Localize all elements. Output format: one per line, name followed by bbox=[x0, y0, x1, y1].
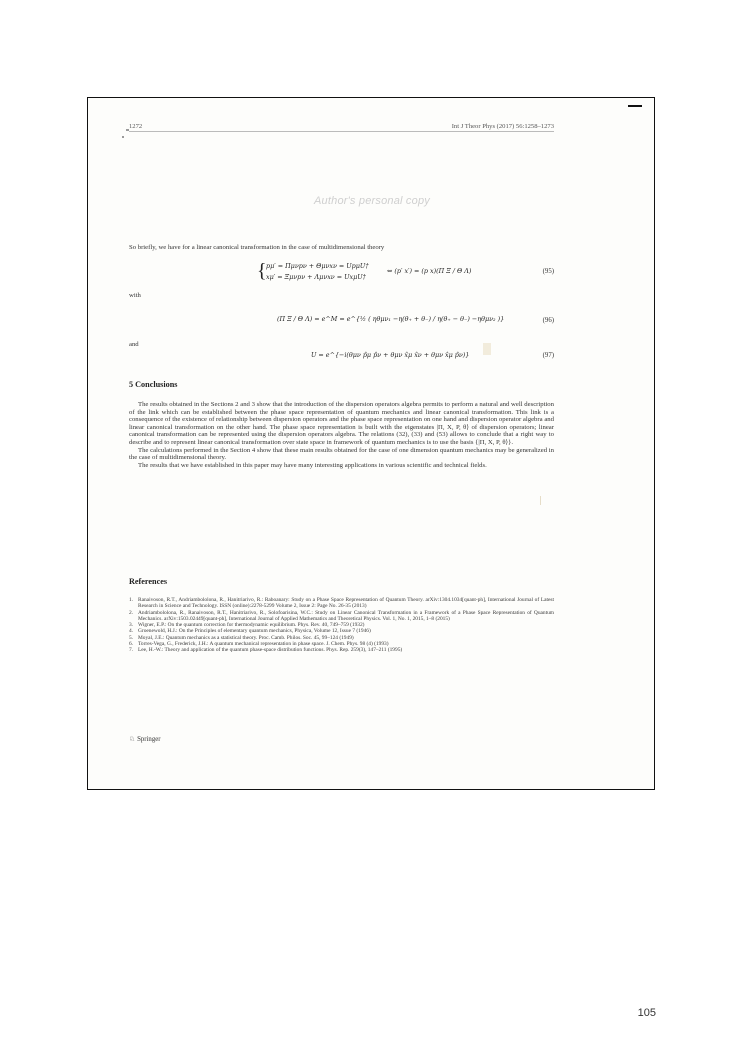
reference-number: 5. bbox=[129, 634, 134, 641]
eq95-rhs: ⇔ (p′ x′) = (p x)(Π Ξ / Θ Λ) bbox=[387, 267, 472, 275]
page-number: 105 bbox=[637, 1007, 656, 1019]
eq96-number: (96) bbox=[542, 317, 554, 324]
references-list bbox=[129, 597, 554, 654]
reference-text: Moyal, J.E.: Quantum mechanics as a statistical theory. Proc. Camb. Philos. Soc. 45, 99–124 (1949) bbox=[138, 634, 354, 641]
intro-text: So briefly, we have for a linear canonical transformation in the case of multidimensional theory bbox=[129, 244, 385, 251]
conclusions-paragraph-2: The calculations performed in the Section 4 show that these main results obtained for the case of one dimension quantum mechanics may be generalized in the case of multidimensional theory. bbox=[129, 446, 554, 462]
running-head bbox=[129, 123, 554, 132]
scan-speck bbox=[122, 136, 124, 138]
reference-number: 2. bbox=[129, 609, 134, 616]
reference-number: 3. bbox=[129, 622, 134, 629]
reference-text: Andriambololona, R., Ranaivoson, R.T., Hanitriarivo, R., Solofoarisina, W.C.: Study on Linear Canonical Transformation in a Framework of a Phase Space Representation of Quantum Mechanics. arXiv:1503.02449[quant-ph], International Journal of Applied Mathematics and Theoretical Physics. Vol. 1, No. 1, 2015, 1–8 (2015) bbox=[138, 609, 554, 622]
equation-brace: { bbox=[257, 260, 267, 282]
springer-horse-icon: ♘ bbox=[129, 736, 136, 743]
reference-text: Groenewold, H.J.: On the Principles of elementary quantum mechanics, Physica, Volume 12, Issue 7 (1946) bbox=[138, 628, 371, 635]
running-head-page: 1272 bbox=[129, 123, 143, 130]
conclusions-paragraph-3: The results that we have established in this paper may have many interesting applications in various scientific and technical fields. bbox=[138, 461, 487, 469]
scan-dash-mark bbox=[628, 105, 642, 107]
reference-text: Torres-Vega, G., Frederick, J.H.: A quantum mechanical representation in phase space. J. Chem. Phys. 98 (4) (1993) bbox=[138, 641, 389, 648]
eq97-number: (97) bbox=[542, 352, 554, 359]
reference-text: Wigner, E.P.: On the quantum correction for thermodynamic equilibrium. Phys. Rev. 40, 749–759 (1932) bbox=[138, 622, 365, 629]
publisher-name: Springer bbox=[137, 735, 161, 743]
publisher-mark bbox=[129, 735, 161, 743]
eq97-text: U = e^{−i(θμν p̂μ p̂ν + θμν x̂μ x̂ν + θμν x̂μ p̂ν)} bbox=[311, 351, 470, 359]
equation-97 bbox=[129, 348, 554, 364]
and-label: and bbox=[129, 341, 139, 348]
references-heading: References bbox=[129, 577, 168, 586]
scan-speck bbox=[540, 496, 541, 505]
eq95-line2: xμ′ = Ξμνpν + Λμνxν = UxμU† bbox=[266, 273, 366, 281]
conclusions-heading: 5 Conclusions bbox=[129, 380, 178, 389]
conclusions-paragraph-1: The results obtained in the Sections 2 and 3 show that the introduction of the dispersion operators algebra permits to perform a natural and well description of the link which can be established between the phase space representation of quantum mechanics and linear canonical transformation. This link is a consequence of the existence of relationship between dispersion operators and the phase space representation on one hand and dispersion operator algebra and linear canonical transformation on the other hand. The phase space representation is built with the eigenstates |Π, X, P, θ⟩ of dispersion operators; linear canonical transformation can be represented using the dispersion operators algebra. The relations (32), (33) and (53) allows to conclude that a right way to describe and to represent linear canonical transformation over state space in framework of quantum mechanics is to use the basis {|Π, X, P, θ⟩}. bbox=[129, 401, 554, 446]
eq95-line1: pμ′ = Πμνpν + Θμνxν = UpμU† bbox=[266, 262, 369, 270]
eq95-number: (95) bbox=[542, 268, 554, 275]
reference-text: Ranaivoson, R.T., Andriambololona, R., Hanitriarivo, R.: Raboanary: Study on a Phase Space Representation of Quantum Theory. arXiv:1304.1034[quant-ph], International Journal of Latest Research in Science and Technology. ISSN (online):2278-5299 Volume 2, Issue 2: Page No. 26-35 (2013) bbox=[138, 597, 554, 610]
reference-number: 7. bbox=[129, 647, 134, 654]
eq96-text: (Π Ξ / Θ Λ) = e^M = e^{½ ( ηθμν₁ −η(θ₊ + θ₋) / η(θ₊ − θ₋) −ηθμν₂ )} bbox=[277, 315, 505, 323]
reference-number: 6. bbox=[129, 641, 134, 648]
equation-96 bbox=[129, 305, 554, 335]
reference-item bbox=[129, 597, 554, 610]
conclusions-body bbox=[129, 401, 554, 469]
reference-item bbox=[129, 647, 554, 653]
watermark: Author's personal copy bbox=[314, 195, 430, 207]
reference-number: 1. bbox=[129, 597, 134, 603]
running-head-journal: Int J Theor Phys (2017) 56:1258–1273 bbox=[451, 123, 554, 130]
equation-95 bbox=[129, 260, 554, 286]
with-label: with bbox=[129, 292, 141, 299]
reference-item bbox=[129, 610, 554, 623]
reference-text: Lee, H.-W.: Theory and application of the quantum phase-space distribution functions. Phys. Rep. 259(3), 147–211 (1995) bbox=[138, 647, 403, 654]
reference-number: 4. bbox=[129, 628, 134, 635]
